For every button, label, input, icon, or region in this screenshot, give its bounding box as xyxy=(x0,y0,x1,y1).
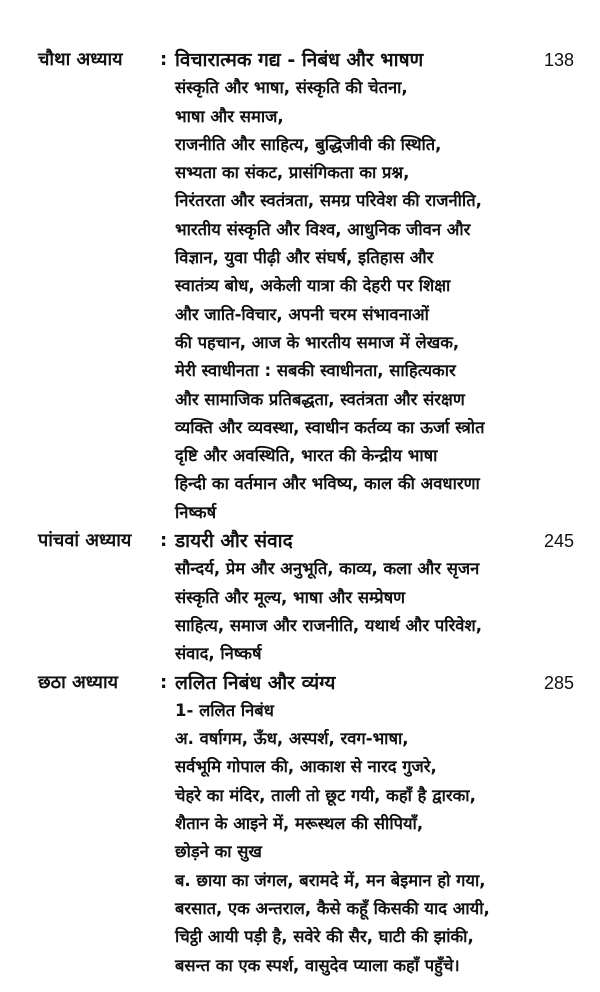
table-of-contents xyxy=(0,46,600,980)
chapter-colon: : xyxy=(160,530,168,552)
contents-item-text: सभ्यता का संकट, प्रासंगिकता का प्रश्न, xyxy=(175,163,410,183)
contents-line xyxy=(0,584,600,612)
contents-item-text: साहित्य, समाज और राजनीति, यथार्थ और परिवेश, xyxy=(175,615,482,635)
contents-item-text: भारतीय संस्कृति और विश्व, आधुनिक जीवन और xyxy=(175,219,471,239)
contents-line xyxy=(0,867,600,895)
contents-line xyxy=(0,470,600,498)
chapter-title: डायरी और संवाद xyxy=(175,530,293,553)
contents-item-text: स्वातंत्र्य बोध, अकेली यात्रा की देहरी पर शिक्षा xyxy=(175,276,451,296)
contents-line xyxy=(0,838,600,866)
contents-item-text: दृष्टि और अवस्थिति, भारत की केन्द्रीय भाषा xyxy=(175,446,438,466)
contents-item-text: संस्कृति और मूल्य, भाषा और सम्प्रेषण xyxy=(175,587,406,607)
contents-item-text: राजनीति और साहित्य, बुद्धिजीवी की स्थिति, xyxy=(175,134,442,154)
contents-item-text: अ. वर्षागम, ऊँध, अस्पर्श, रवग-भाषा, xyxy=(175,729,409,749)
contents-line xyxy=(0,895,600,923)
contents-line xyxy=(0,640,600,668)
contents-line xyxy=(0,187,600,215)
contents-item-text: बरसात, एक अन्तराल, कैसे कहूँ किसकी याद आयी, xyxy=(175,898,490,918)
chapter-heading-row xyxy=(0,527,600,555)
contents-item-text: ब. छाया का जंगल, बरामदे में, मन बेइमान हो गया, xyxy=(175,870,486,890)
contents-item-text: चिट्ठी आयी पड़ी है, सवेरे की सैर, घाटी की झांकी, xyxy=(175,927,474,947)
contents-line xyxy=(0,216,600,244)
contents-line xyxy=(0,301,600,329)
contents-line xyxy=(0,244,600,272)
contents-line xyxy=(0,74,600,102)
chapter-page-number: 245 xyxy=(543,531,574,552)
contents-item-text: छोड़ने का सुख xyxy=(175,842,262,862)
chapter-colon: : xyxy=(160,49,168,70)
contents-line xyxy=(0,159,600,187)
contents-line xyxy=(0,810,600,838)
contents-item-text: हिन्दी का वर्तमान और भविष्य, काल की अवधारणा xyxy=(175,474,480,494)
contents-line xyxy=(0,555,600,583)
contents-item-text: संवाद, निष्कर्ष xyxy=(175,644,262,664)
contents-item-text: बसन्त का एक स्पर्श, वासुदेव प्याला कहाँ पहुँचे। xyxy=(175,955,460,975)
contents-line xyxy=(0,272,600,300)
chapter-entry xyxy=(0,527,600,668)
chapter-title: विचारात्मक गद्य - निबंध और भाषण xyxy=(175,49,424,71)
contents-line xyxy=(0,725,600,753)
contents-line xyxy=(0,414,600,442)
chapter-label: पांचवां अध्याय xyxy=(38,530,132,552)
contents-line xyxy=(0,499,600,527)
contents-line xyxy=(0,103,600,131)
contents-item-text: व्यक्ति और व्यवस्था, स्वाधीन कर्तव्य का ऊर्जा स्त्रोत xyxy=(175,417,485,437)
contents-line xyxy=(0,386,600,414)
chapter-heading-row xyxy=(0,669,600,697)
contents-line xyxy=(0,753,600,781)
chapter-title: ललित निबंध और व्यंग्य xyxy=(175,671,336,694)
contents-item-text: निरंतरता और स्वतंत्रता, समग्र परिवेश की राजनीति, xyxy=(175,191,482,211)
contents-item-text: विज्ञान, युवा पीढ़ी और संघर्ष, इतिहास और xyxy=(175,248,434,268)
contents-line xyxy=(0,952,600,980)
contents-line xyxy=(0,612,600,640)
contents-item-text: मेरी स्वाधीनता : सबकी स्वाधीनता, साहित्यकार xyxy=(175,361,456,381)
contents-item-text: शैतान के आइने में, मरूस्थल की सीपियाँ, xyxy=(175,814,424,834)
chapter-page-number: 138 xyxy=(543,50,574,70)
contents-line xyxy=(0,923,600,951)
contents-item-text: और सामाजिक प्रतिबद्धता, स्वतंत्रता और संरक्षण xyxy=(175,389,465,409)
chapter-colon: : xyxy=(160,671,168,693)
chapter-entry xyxy=(0,669,600,980)
contents-line xyxy=(0,697,600,725)
chapter-entry xyxy=(0,46,600,527)
contents-item-text: 1- ललित निबंध xyxy=(175,700,274,720)
contents-line xyxy=(0,131,600,159)
contents-item-text: भाषा और समाज, xyxy=(175,106,284,126)
contents-line xyxy=(0,442,600,470)
contents-item-text: चेहरे का मंदिर, ताली तो छूट गयी, कहाँ है द्वारका, xyxy=(175,785,476,805)
chapter-page-number: 285 xyxy=(543,672,574,693)
contents-line xyxy=(0,782,600,810)
contents-line xyxy=(0,329,600,357)
contents-item-text: संस्कृति और भाषा, संस्कृति की चेतना, xyxy=(175,78,408,98)
chapter-label: चौथा अध्याय xyxy=(38,49,123,70)
contents-item-text: की पहचान, आज के भारतीय समाज में लेखक, xyxy=(175,332,460,352)
contents-item-text: सौन्दर्य, प्रेम और अनुभूति, काव्य, कला और सृजन xyxy=(175,559,480,579)
chapter-heading-row xyxy=(0,46,600,74)
contents-line xyxy=(0,357,600,385)
chapter-label: छठा अध्याय xyxy=(38,671,119,693)
contents-item-text: और जाति-विचार, अपनी चरम संभावनाओं xyxy=(175,304,429,324)
contents-item-text: निष्कर्ष xyxy=(175,502,217,522)
contents-item-text: सर्वभूमि गोपाल की, आकाश से नारद गुजरे, xyxy=(175,757,437,777)
